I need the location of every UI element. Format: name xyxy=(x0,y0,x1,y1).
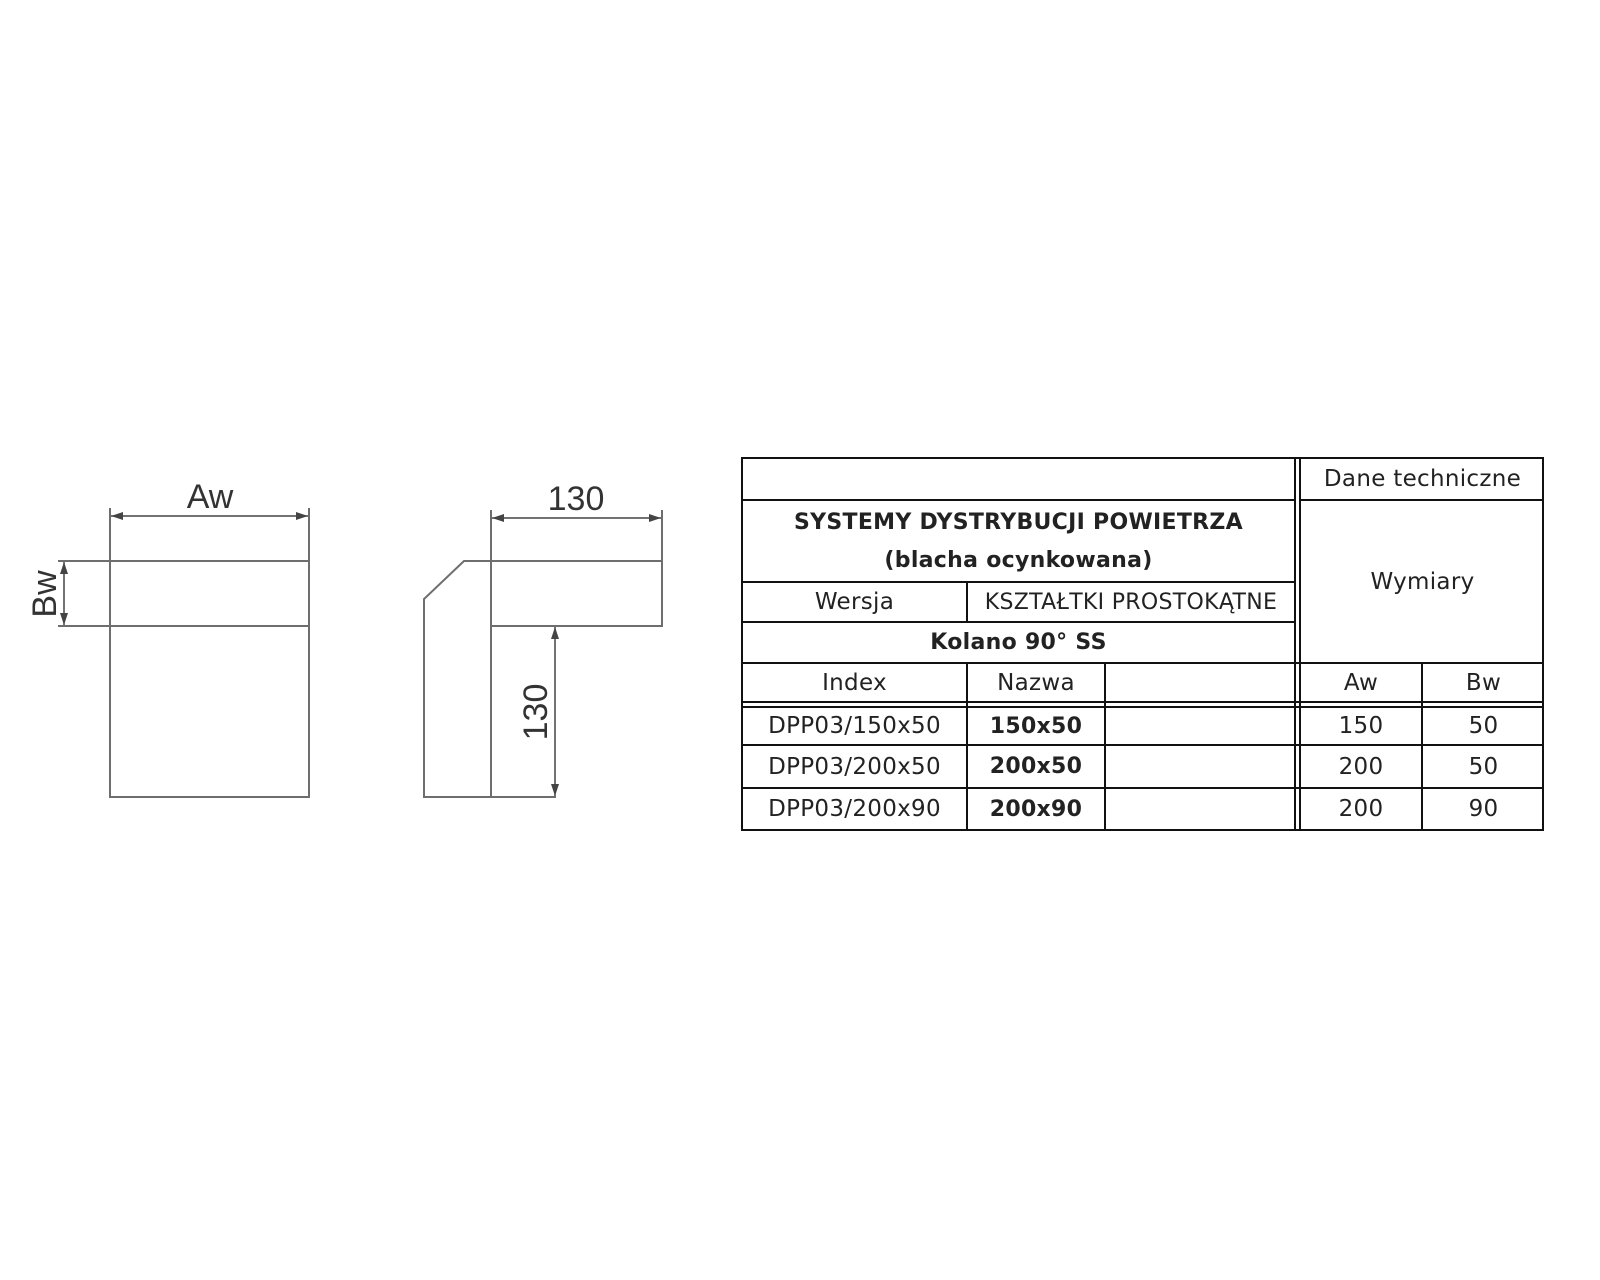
front-view-outline xyxy=(110,561,309,797)
aw-dimension-label: Aw xyxy=(186,478,234,516)
column-header-aw: Aw xyxy=(1343,669,1379,696)
version-label: Wersja xyxy=(814,589,895,615)
table-row-2-bw: 50 xyxy=(1468,753,1499,780)
technical-data-header: Dane techniczne xyxy=(1323,466,1522,492)
column-header-name: Nazwa xyxy=(997,669,1075,696)
grid-line xyxy=(743,499,1294,501)
table-row-1-aw: 150 xyxy=(1338,713,1384,739)
table-row-1-bw: 50 xyxy=(1468,713,1499,739)
table-row-3-index: DPP03/200x90 xyxy=(768,796,941,822)
grid-line xyxy=(743,701,1544,703)
table-row-2-aw: 200 xyxy=(1338,753,1384,780)
specification-table xyxy=(741,457,1544,831)
dimensions-header: Wymiary xyxy=(1370,568,1475,595)
front-view-drawing xyxy=(58,508,309,797)
side-view-drawing xyxy=(424,510,662,797)
column-header-index: Index xyxy=(822,669,887,696)
side-130-dimension-label: 130 xyxy=(517,683,555,741)
table-row-2-index: DPP03/200x50 xyxy=(768,753,941,780)
table-row-1-index: DPP03/150x50 xyxy=(768,713,941,739)
elbow-horizontal-leg xyxy=(491,561,662,626)
elbow-outer-contour xyxy=(424,561,491,797)
table-row-3-name: 200x90 xyxy=(989,796,1083,822)
table-subtitle: (blacha ocynkowana) xyxy=(884,547,1153,573)
grid-line xyxy=(1104,662,1106,829)
grid-line xyxy=(1294,459,1296,829)
product-name: Kolano 90° SS xyxy=(930,630,1107,655)
table-row-3-aw: 200 xyxy=(1338,796,1384,822)
top-130-dimension-label: 130 xyxy=(547,480,605,518)
table-title: SYSTEMY DYSTRYBUCJI POWIETRZA xyxy=(794,509,1243,535)
column-header-bw: Bw xyxy=(1465,669,1502,696)
table-row-2-name: 200x50 xyxy=(989,754,1083,779)
table-row-1-name: 150x50 xyxy=(989,713,1083,739)
bw-dimension-label: Bw xyxy=(26,570,64,618)
table-row-3-bw: 90 xyxy=(1468,796,1499,822)
version-value: KSZTAŁTKI PROSTOKĄTNE xyxy=(984,589,1278,615)
